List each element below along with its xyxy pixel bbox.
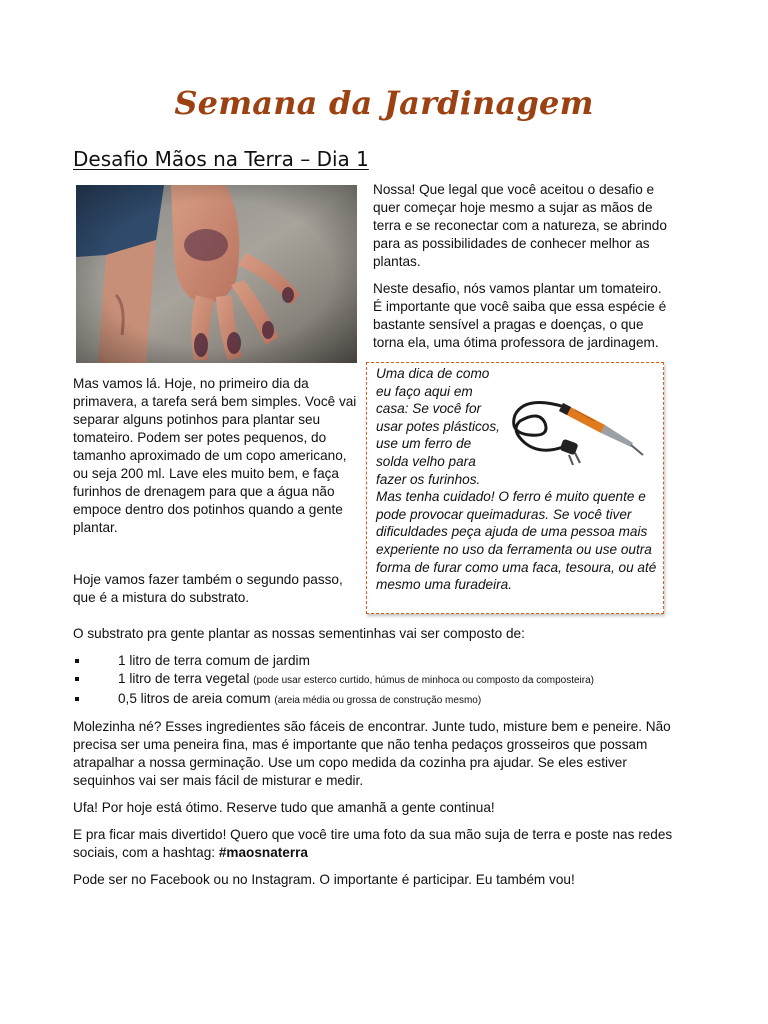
closing-paragraph: Pode ser no Facebook ou no Instagram. O importante é participar. Eu também vou!: [73, 872, 575, 887]
tip-text-content: Uma dica de como eu faço aqui em casa: Se você for usar potes plásticos, use um ferro de solda velho para fazer os furinhos. Mas tenha cuidado! O ferro é muito quente e pode provocar queimaduras. Se você tiver dificuldades peça ajuda de uma pessoa mais experiente no uso da ferramenta ou use outra forma de furar como uma faca, tesoura, ou até mesmo uma furadeira.: [376, 366, 657, 593]
bullet-square-icon: [75, 697, 79, 701]
list-item-text: 0,5 litros de areia comum: [118, 691, 271, 706]
substrate-list: [73, 652, 683, 710]
substrate-intro: O substrato pra gente plantar as nossas sementinhas vai ser composto de:: [73, 626, 525, 641]
list-item: [73, 690, 683, 710]
page-subtitle: Desafio Mãos na Terra – Dia 1: [73, 147, 369, 171]
bullet-square-icon: [75, 659, 79, 663]
soldering-iron-photo: [505, 385, 645, 470]
hashtag-intro: E pra ficar mais divertido! Quero que você tire uma foto da sua mão suja de terra e poste nas redes sociais, com a hashtag:: [73, 827, 673, 860]
list-item: [73, 652, 683, 670]
bullet-square-icon: [75, 677, 79, 681]
substrate-step-paragraph: Hoje vamos fazer também o segundo passo, que é a mistura do substrato.: [73, 572, 343, 605]
page-title: Semana da Jardinagem: [174, 84, 594, 122]
hashtag: #maosnaterra: [218, 845, 308, 860]
list-item-text: 1 litro de terra vegetal: [118, 671, 250, 686]
intro-paragraph: Neste desafio, nós vamos plantar um tomateiro. É importante que você saiba que essa espécie é bastante sensível a pragas e doenças, o que torna ela, uma ótima professora de jardinagem.: [373, 281, 667, 350]
list-item-text: 1 litro de terra comum de jardim: [118, 653, 310, 668]
list-item-note: (areia média ou grossa de construção mesmo): [274, 695, 482, 706]
lower-section: [73, 625, 683, 898]
closing-paragraph: Ufa! Por hoje está ótimo. Reserve tudo que amanhã a gente continua!: [73, 800, 495, 815]
intro-text: [373, 181, 673, 361]
intro-paragraph: Nossa! Que legal que você aceitou o desafio e quer começar hoje mesmo a sujar as mãos de terra e se reconectar com a natureza, se abrindo para as possibilidades de conhecer melhor as plantas.: [373, 182, 667, 269]
instructions-paragraph: Mas vamos lá. Hoje, no primeiro dia da primavera, a tarefa será bem simples. Você vai separar alguns potinhos para plantar seu tomateiro. Podem ser potes pequenos, do tamanho aproximado de um copo americano, ou seja 200 ml. Lave eles muito bem, e faça furinhos de drenagem para que a água não empoce dentro dos potinhos quando a gente plantar.: [73, 376, 357, 535]
dirty-hand-photo: [76, 185, 357, 363]
list-item: [73, 670, 683, 690]
closing-paragraph: Molezinha né? Esses ingredientes são fáceis de encontrar. Junte tudo, misture bem e peneire. Não precisa ser uma peneira fina, mas é importante que não tenha pedaços grosseiros que possam atrapalhar a nossa germinação. Use um copo medida da cozinha pra ajudar. Se eles estiver sequinhos vai ser mais fácil de misturar e medir.: [73, 719, 671, 788]
list-item-note: (pode usar esterco curtido, húmus de minhoca ou composto da composteira): [253, 675, 594, 686]
hashtag-paragraph: [73, 826, 683, 862]
